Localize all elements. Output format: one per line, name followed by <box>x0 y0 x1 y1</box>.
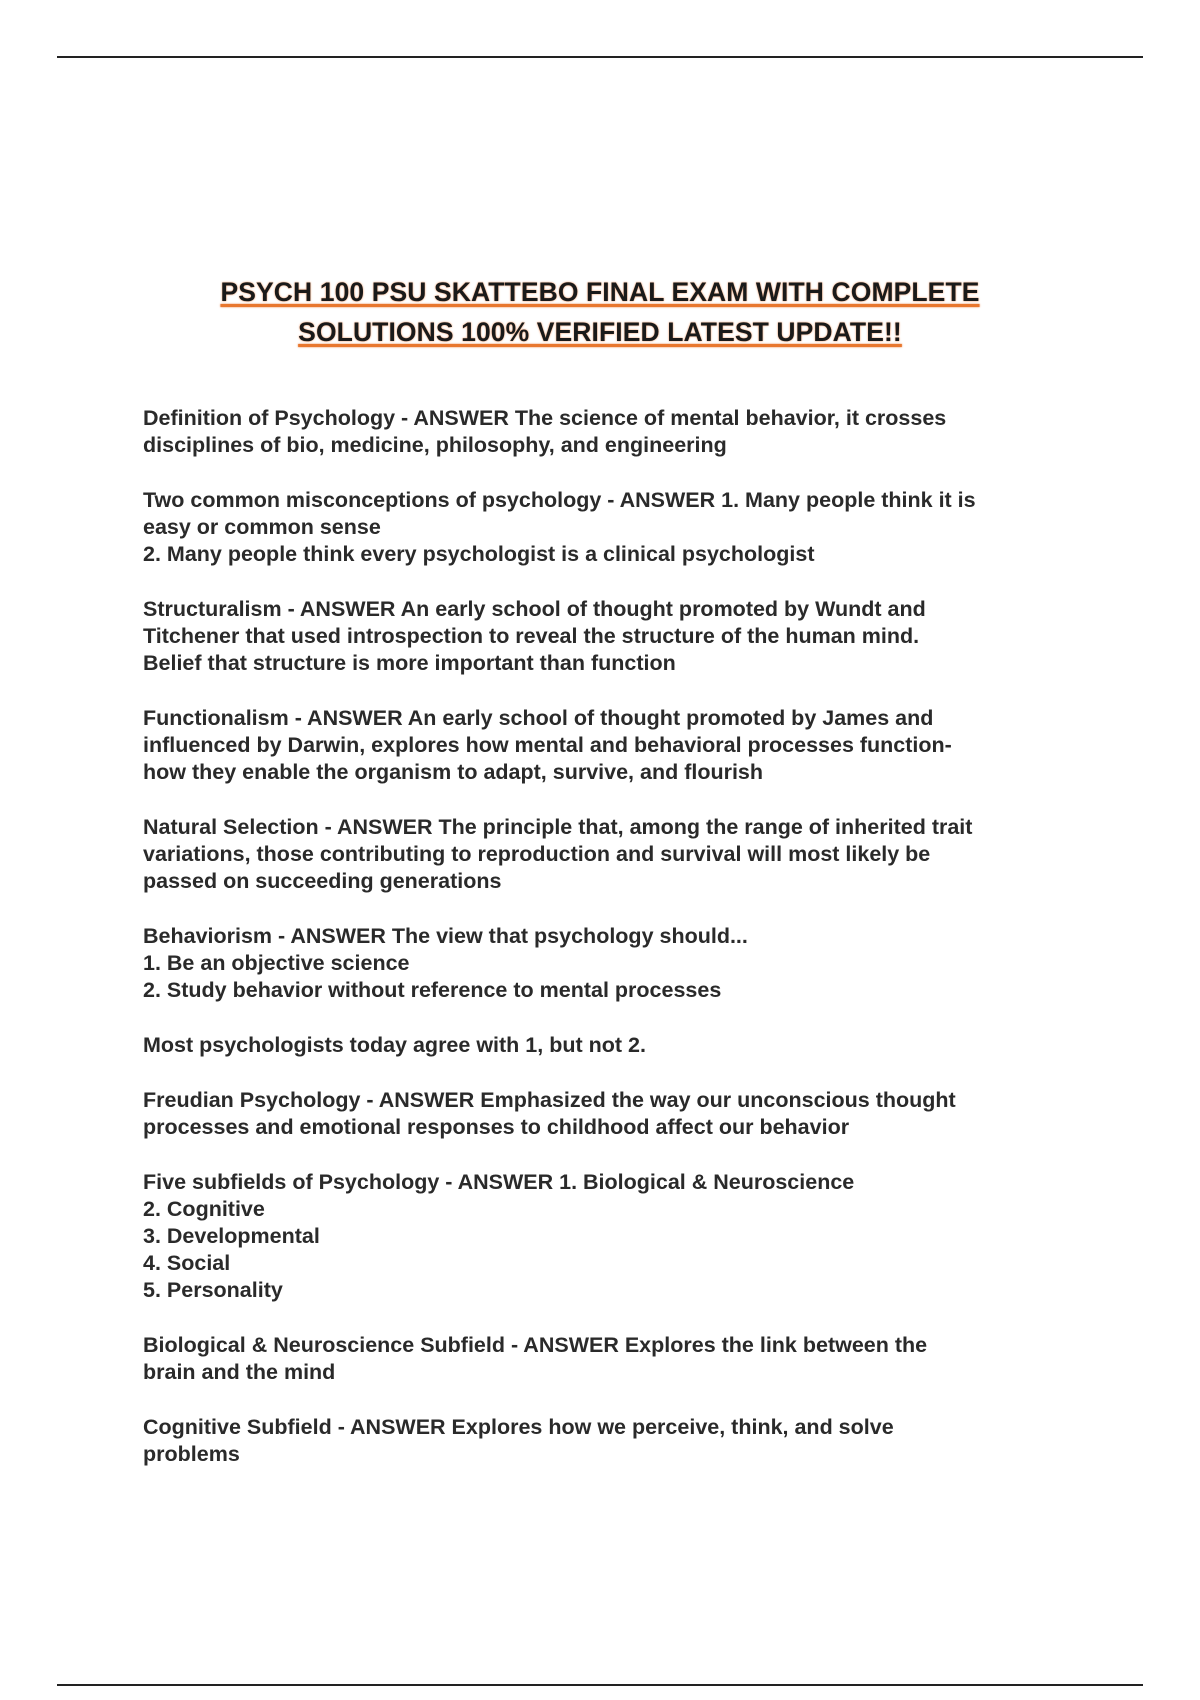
qa-text: Two common misconceptions of psychology - ANSWER 1. Many people think it is easy or common sense 2. Many people think every psychologist is a clinical psychologist <box>143 488 976 566</box>
qa-text: Five subfields of Psychology - ANSWER 1. Biological & Neuroscience 2. Cognitive 3. Developmental 4. Social 5. Personality <box>143 1170 855 1302</box>
bottom-rule <box>57 1684 1143 1686</box>
qa-entry-behaviorism <box>143 923 1073 1004</box>
qa-entry-natural-selection <box>143 814 1073 895</box>
qa-text: Most psychologists today agree with 1, but not 2. <box>143 1033 646 1057</box>
qa-text: Freudian Psychology - ANSWER Emphasized the way our unconscious thought processes and emotional responses to childhood affect our behavior <box>143 1088 956 1139</box>
qa-text: Cognitive Subfield - ANSWER Explores how we perceive, think, and solve problems <box>143 1415 894 1466</box>
qa-text: Biological & Neuroscience Subfield - ANSWER Explores the link between the brain and the mind <box>143 1333 928 1384</box>
qa-entry-misconceptions <box>143 487 1073 568</box>
qa-text: Behaviorism - ANSWER The view that psychology should... 1. Be an objective science 2. Study behavior without reference to mental processes <box>143 924 748 1002</box>
qa-entry-cognitive-subfield <box>143 1414 1073 1468</box>
qa-text: Structuralism - ANSWER An early school of thought promoted by Wundt and Titchener that used introspection to reveal the structure of the human mind. Belief that structure is more important than function <box>143 597 926 675</box>
qa-text: Functionalism - ANSWER An early school of thought promoted by James and influenced by Darwin, explores how mental and behavioral processes function- how they enable the organism to adapt, survive, and flourish <box>143 706 952 784</box>
title-line-2: SOLUTIONS 100% VERIFIED LATEST UPDATE!! <box>298 317 902 347</box>
document-title <box>0 272 1200 352</box>
qa-list <box>143 405 1073 1496</box>
qa-text: Natural Selection - ANSWER The principle that, among the range of inherited trait variations, those contributing to reproduction and survival will most likely be passed on succeeding generations <box>143 815 973 893</box>
top-rule <box>57 56 1143 58</box>
qa-entry-behaviorism-note <box>143 1032 1073 1059</box>
qa-entry-five-subfields <box>143 1169 1073 1304</box>
qa-entry-definition-of-psychology <box>143 405 1073 459</box>
title-line-1: PSYCH 100 PSU SKATTEBO FINAL EXAM WITH COMPLETE <box>220 277 980 307</box>
qa-entry-biological-neuroscience <box>143 1332 1073 1386</box>
qa-entry-functionalism <box>143 705 1073 786</box>
qa-entry-structuralism <box>143 596 1073 677</box>
qa-text: Definition of Psychology - ANSWER The science of mental behavior, it crosses disciplines of bio, medicine, philosophy, and engineering <box>143 406 947 457</box>
qa-entry-freudian-psychology <box>143 1087 1073 1141</box>
